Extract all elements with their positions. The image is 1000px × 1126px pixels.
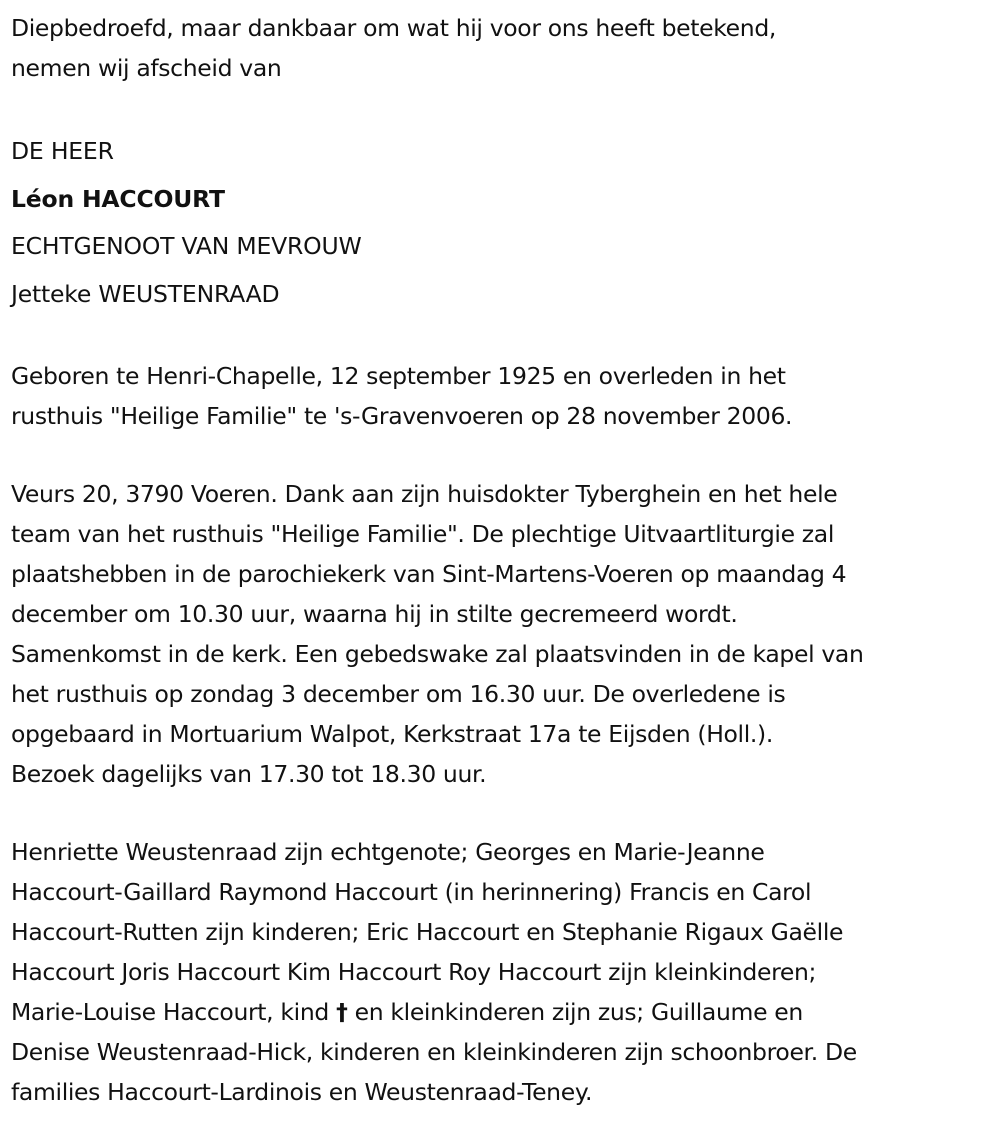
details-line: team van het rusthuis "Heilige Familie". De plechtige Uitvaartliturgie zal (11, 520, 835, 548)
details-line: plaatshebben in de parochiekerk van Sint-Martens-Voeren op maandag 4 (11, 560, 847, 588)
birth-death-line-2: rusthuis "Heilige Familie" te 's-Gravenvoeren op 28 november 2006. (11, 402, 793, 430)
family-line: families Haccourt-Lardinois en Weustenraad-Teney. (11, 1078, 593, 1106)
details-line: Veurs 20, 3790 Voeren. Dank aan zijn huisdokter Tyberghein en het hele (11, 480, 838, 508)
birth-death-paragraph (11, 356, 1000, 436)
family-line-5-start: Marie-Louise Haccourt, kind (11, 998, 337, 1026)
family-line: Henriette Weustenraad zijn echtgenote; Georges en Marie-Jeanne (11, 838, 765, 866)
spouse-name: Jetteke WEUSTENRAAD (11, 279, 280, 308)
cross-icon: † (336, 998, 348, 1026)
family-paragraph (11, 832, 1000, 1112)
family-line (11, 992, 1000, 1032)
family-line: Haccourt-Gaillard Raymond Haccourt (in herinnering) Francis en Carol (11, 878, 812, 906)
deceased-name: Léon HACCOURT (11, 184, 225, 213)
intro-line-2: nemen wij afscheid van (11, 54, 282, 82)
deceased-heading (11, 128, 1000, 318)
details-line: Samenkomst in de kerk. Een gebedswake zal plaatsvinden in de kapel van (11, 640, 864, 668)
family-line: Haccourt Joris Haccourt Kim Haccourt Roy Haccourt zijn kleinkinderen; (11, 958, 817, 986)
birth-death-line-1: Geboren te Henri-Chapelle, 12 september 1925 en overleden in het (11, 362, 786, 390)
details-line: het rusthuis op zondag 3 december om 16.30 uur. De overledene is (11, 680, 786, 708)
details-line: december om 10.30 uur, waarna hij in stilte gecremeerd wordt. (11, 600, 738, 628)
intro-paragraph (11, 8, 1000, 88)
family-line: Haccourt-Rutten zijn kinderen; Eric Haccourt en Stephanie Rigaux Gaëlle (11, 918, 844, 946)
details-line: Bezoek dagelijks van 17.30 tot 18.30 uur. (11, 760, 487, 788)
details-line: opgebaard in Mortuarium Walpot, Kerkstraat 17a te Eijsden (Holl.). (11, 720, 773, 748)
funeral-details-paragraph (11, 474, 1000, 794)
intro-line-1: Diepbedroefd, maar dankbaar om wat hij voor ons heeft betekend, (11, 14, 777, 42)
family-line: Denise Weustenraad-Hick, kinderen en kleinkinderen zijn schoonbroer. De (11, 1038, 857, 1066)
honorific-title: DE HEER (11, 137, 114, 165)
family-line-5-end: en kleinkinderen zijn zus; Guillaume en (347, 998, 803, 1026)
relation-label: ECHTGENOOT VAN MEVROUW (11, 232, 362, 260)
